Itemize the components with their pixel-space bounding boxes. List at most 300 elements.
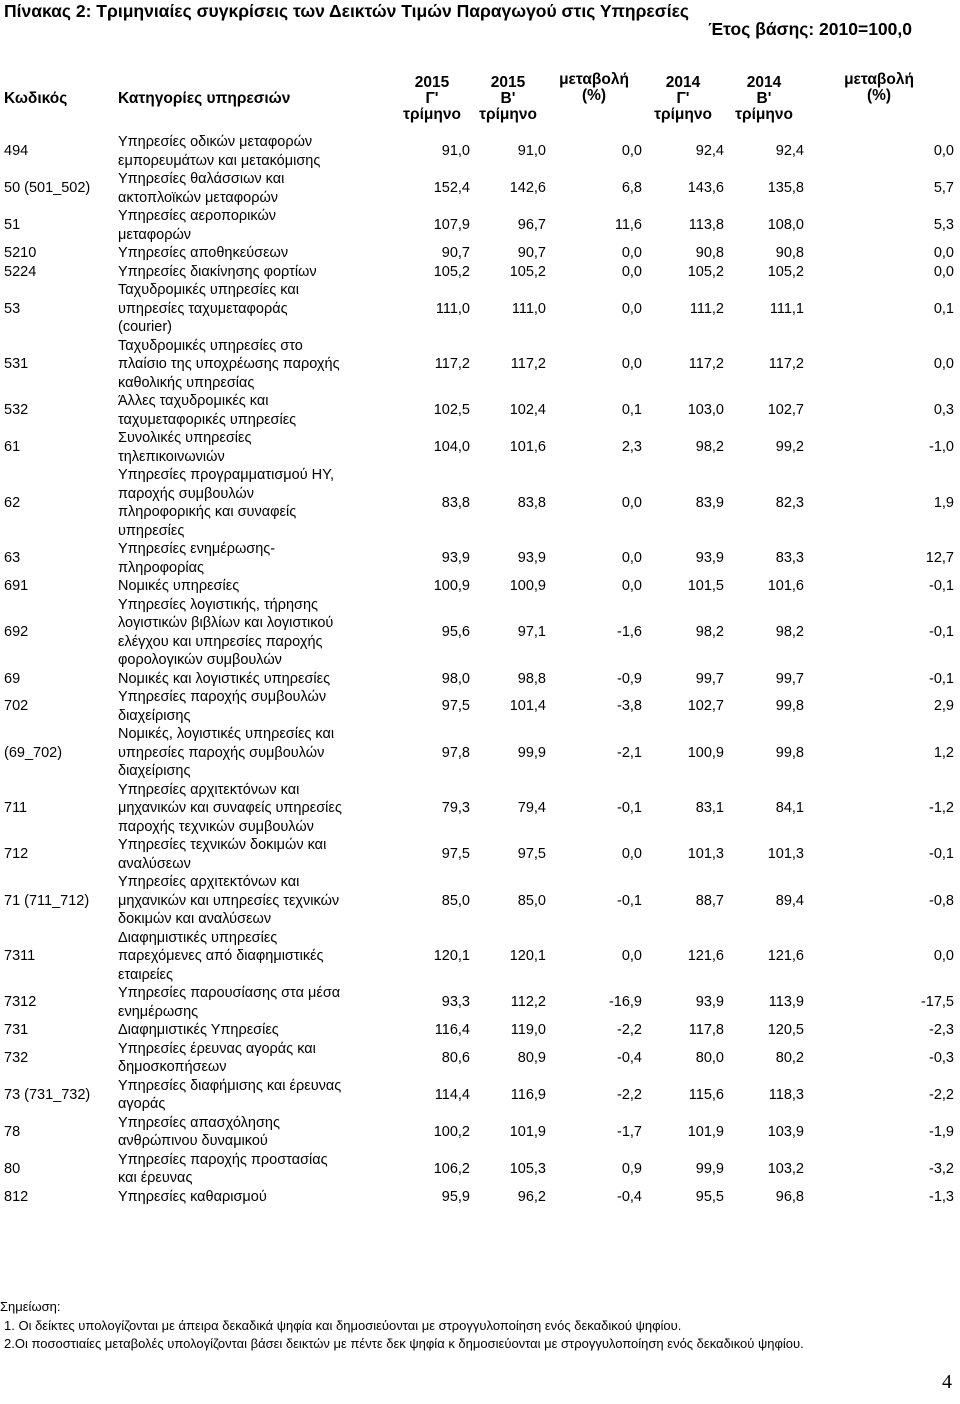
value-2015-q3: 111,0 [435, 300, 470, 317]
row-category [118, 337, 394, 393]
value-2015-q2: 105,3 [509, 1160, 546, 1177]
row-code: 63 [4, 550, 21, 567]
category-line: ταχυμεταφορικές υπηρεσίες [118, 411, 297, 428]
value-2015-q2: 112,2 [510, 994, 546, 1011]
header-line: τρίμηνο [654, 105, 712, 123]
header-line: τρίμηνο [735, 105, 793, 123]
table-row [4, 670, 954, 689]
change-2015: -0,4 [617, 1049, 642, 1066]
table-row [4, 466, 954, 540]
row-category [118, 596, 394, 670]
value-2014-q3: 111,2 [689, 300, 724, 317]
row-category [118, 392, 394, 429]
value-2014-q3: 115,6 [688, 1086, 724, 1103]
value-2015-q3: 90,7 [441, 245, 470, 261]
value-2014-q2: 117,2 [768, 356, 804, 372]
value-2015-q3: 97,5 [441, 698, 470, 715]
category-line: Υπηρεσίες θαλάσσιων και [118, 171, 285, 187]
value-2015-q2: 96,2 [517, 1188, 546, 1205]
row-code: 61 [4, 439, 21, 456]
table-row [4, 1021, 954, 1040]
header-code: Κωδικός [4, 89, 68, 107]
row-code: (69_702) [4, 744, 63, 761]
table-row [4, 244, 954, 263]
table-row [4, 781, 954, 837]
value-2014-q2: 103,2 [767, 1160, 804, 1177]
table-row [4, 1114, 954, 1151]
row-category [118, 1077, 394, 1114]
row-code: 692 [4, 624, 29, 641]
note-1: 1. Οι δείκτες υπολογίζονται με άπειρα δεκαδικά ψηφία και δημοσιεύονται με στρογγυλοποίηση ενός δεκαδικού ψηφίου. [4, 1317, 682, 1333]
row-category [118, 1040, 394, 1077]
category-line: υπηρεσίες ταχυμεταφοράς [118, 300, 288, 317]
row-code: 531 [4, 356, 29, 372]
value-2014-q2: 92,4 [775, 143, 804, 160]
category-line: διαχείρισης [118, 707, 191, 724]
value-2015-q3: 107,9 [433, 217, 470, 234]
change-2014: -0,8 [929, 892, 954, 909]
category-line: Υπηρεσίες απασχόλησης [118, 1114, 280, 1131]
change-2014: -1,3 [929, 1188, 954, 1205]
value-2014-q3: 105,2 [687, 263, 724, 280]
row-category [118, 540, 394, 577]
value-2014-q2: 99,2 [775, 439, 804, 456]
value-2015-q2: 99,9 [517, 744, 546, 761]
header-row [4, 64, 954, 133]
category-line: Υπηρεσίες αρχιτεκτόνων και [118, 781, 300, 798]
value-2015-q2: 101,6 [509, 439, 546, 456]
value-2015-q2: 97,5 [517, 846, 546, 863]
value-2015-q3: 152,4 [433, 180, 470, 197]
change-2015: -2,1 [617, 744, 642, 761]
category-line: μεταφορών [118, 226, 192, 243]
row-code: 7312 [4, 994, 37, 1011]
row-category [118, 133, 394, 170]
value-2015-q3: 116,4 [434, 1022, 470, 1038]
value-2014-q3: 93,9 [695, 994, 724, 1011]
value-2015-q2: 93,9 [517, 550, 546, 567]
value-2014-q3: 143,6 [687, 180, 724, 197]
row-code: 50 (501_502) [4, 180, 91, 197]
category-line: παρεχόμενες από διαφημιστικές [118, 948, 324, 964]
category-line: Συνολικές υπηρεσίες [118, 430, 252, 446]
row-code: 73 (731_732) [4, 1086, 91, 1103]
table-row [4, 984, 954, 1021]
value-2015-q3: 97,5 [441, 846, 470, 863]
table-row [4, 337, 954, 393]
category-line: Υπηρεσίες παροχής συμβουλών [118, 689, 327, 705]
category-line: ακτοπλοϊκών μεταφορών [118, 189, 279, 206]
change-2015: -1,7 [617, 1123, 642, 1140]
table-row [4, 1188, 954, 1207]
value-2014-q2: 118,3 [768, 1086, 804, 1103]
value-2015-q3: 95,6 [441, 624, 470, 641]
change-2014: -0,3 [929, 1049, 954, 1066]
value-2015-q2: 101,4 [509, 698, 546, 715]
header-2014-q2 [724, 64, 804, 133]
row-category [118, 263, 394, 282]
value-2015-q2: 111,0 [511, 300, 546, 317]
table-row [4, 929, 954, 985]
category-line: ενημέρωσης [118, 1003, 199, 1020]
value-2014-q3: 121,6 [687, 948, 724, 964]
value-2015-q2: 101,9 [509, 1123, 546, 1140]
row-code: 712 [4, 846, 29, 863]
category-line: ελέγχου και υπηρεσίες παροχής [118, 633, 323, 650]
value-2014-q3: 117,2 [688, 356, 724, 372]
row-category [118, 281, 394, 337]
category-line: δοκιμών και αναλύσεων [118, 911, 272, 927]
category-line: Νομικές υπηρεσίες [118, 578, 240, 594]
value-2014-q3: 98,2 [695, 439, 724, 456]
category-line: λογιστικών βιβλίων και λογιστικού [118, 615, 334, 631]
change-2014: 0,0 [933, 263, 954, 280]
category-line: τηλεπικοινωνιών [118, 448, 225, 465]
category-line: Υπηρεσίες αρχιτεκτόνων και [118, 874, 300, 890]
change-2015: 0,0 [621, 300, 642, 317]
category-line: μηχανικών και συναφείς υπηρεσίες [118, 800, 342, 816]
category-line: αγοράς [118, 1096, 166, 1112]
value-2015-q2: 79,4 [517, 800, 546, 816]
value-2014-q3: 83,9 [695, 494, 724, 511]
value-2014-q2: 82,3 [775, 494, 804, 511]
header-line: μεταβολή [559, 71, 629, 88]
value-2015-q2: 119,0 [510, 1022, 546, 1038]
table-row [4, 1077, 954, 1114]
category-line: Υπηρεσίες ενημέρωσης- [118, 541, 276, 557]
value-2015-q3: 105,2 [433, 263, 470, 280]
value-2014-q3: 101,5 [687, 578, 724, 594]
value-2014-q3: 101,3 [687, 846, 724, 863]
row-category [118, 577, 394, 596]
table-row [4, 1151, 954, 1188]
table-row [4, 133, 954, 170]
value-2015-q2: 142,6 [509, 180, 546, 197]
value-2014-q2: 101,3 [767, 846, 804, 863]
category-line: καθολικής υπηρεσίας [118, 374, 255, 391]
category-line: Υπηρεσίες τεχνικών δοκιμών και [118, 837, 327, 853]
value-2015-q2: 105,2 [509, 263, 546, 280]
value-2014-q3: 99,7 [695, 670, 724, 687]
category-line: Διαφημιστικές υπηρεσίες [118, 929, 278, 946]
header-line: τρίμηνο [479, 105, 537, 123]
value-2015-q3: 98,0 [441, 670, 470, 687]
value-2014-q3: 102,7 [687, 698, 724, 715]
header-line: Γ' [425, 89, 439, 107]
category-line: (courier) [118, 319, 172, 335]
row-code: 532 [4, 402, 29, 419]
table-row [4, 725, 954, 781]
value-2015-q2: 83,8 [517, 494, 546, 511]
row-category [118, 1188, 394, 1207]
header-change-2015 [546, 64, 642, 133]
change-2015: 0,0 [621, 494, 642, 511]
value-2014-q2: 99,7 [775, 670, 804, 687]
value-2014-q2: 90,8 [775, 245, 804, 261]
change-2015: 0,0 [621, 948, 642, 964]
value-2014-q2: 83,3 [775, 550, 804, 567]
row-category [118, 670, 394, 689]
value-2015-q2: 85,0 [517, 892, 546, 909]
row-category [118, 244, 394, 263]
table-row [4, 392, 954, 429]
category-line: Υπηρεσίες λογιστικής, τήρησης [118, 596, 319, 613]
change-2014: -2,3 [929, 1022, 954, 1038]
change-2014: 0,1 [933, 300, 954, 317]
change-2014: 2,9 [933, 698, 954, 715]
category-line: πληροφορίας [118, 559, 204, 576]
header-category: Κατηγορίες υπηρεσιών [118, 89, 291, 107]
category-line: εταιρείες [118, 966, 173, 983]
category-line: δημοσκοπήσεων [118, 1059, 227, 1075]
header-line: (%) [581, 87, 607, 104]
row-category [118, 1151, 394, 1188]
value-2014-q3: 90,8 [695, 245, 724, 261]
header-line: Β' [756, 89, 772, 107]
header-line: 2014 [665, 73, 701, 91]
value-2014-q3: 103,0 [687, 402, 724, 419]
change-2015: 6,8 [621, 180, 642, 197]
row-code: 5210 [4, 245, 37, 261]
value-2015-q2: 100,9 [509, 578, 546, 594]
value-2015-q3: 114,4 [434, 1086, 470, 1103]
change-2015: 0,0 [621, 143, 642, 160]
category-line: Υπηρεσίες οδικών μεταφορών [118, 134, 313, 150]
row-code: 812 [4, 1188, 29, 1205]
notes-heading: Σημείωση: [0, 1299, 61, 1314]
value-2014-q2: 89,4 [775, 892, 804, 909]
value-2015-q2: 96,7 [517, 217, 546, 234]
table-row [4, 429, 954, 466]
row-category [118, 207, 394, 244]
change-2015: 0,9 [621, 1160, 642, 1177]
table-row [4, 540, 954, 577]
row-category [118, 1114, 394, 1151]
header-2015-q3 [394, 64, 470, 133]
row-code: 7311 [4, 948, 36, 964]
category-line: Υπηρεσίες καθαρισμού [118, 1188, 267, 1205]
value-2015-q2: 97,1 [517, 624, 546, 641]
row-code: 53 [4, 300, 21, 317]
change-2014: 0,0 [933, 143, 954, 160]
value-2015-q3: 120,1 [433, 948, 470, 964]
category-line: Ταχυδρομικές υπηρεσίες και [118, 282, 299, 298]
header-line: Γ' [676, 89, 690, 107]
value-2015-q2: 91,0 [517, 143, 546, 160]
row-code: 78 [4, 1123, 21, 1140]
value-2014-q3: 93,9 [695, 550, 724, 567]
table-row [4, 836, 954, 873]
change-2015: -3,8 [617, 698, 642, 715]
value-2015-q2: 120,1 [509, 948, 546, 964]
header-line: τρίμηνο [403, 105, 461, 123]
change-2014: 0,0 [933, 245, 954, 261]
value-2015-q3: 106,2 [433, 1160, 470, 1177]
change-2015: -0,4 [617, 1188, 642, 1205]
value-2014-q3: 101,9 [687, 1123, 724, 1140]
category-line: Διαφημιστικές Υπηρεσίες [118, 1022, 279, 1038]
change-2014: 5,7 [933, 180, 954, 197]
value-2015-q3: 80,6 [441, 1049, 470, 1066]
change-2015: 0,0 [621, 550, 642, 567]
row-code: 732 [4, 1049, 29, 1066]
row-code: 702 [4, 698, 29, 715]
table-title: Πίνακας 2: Τριμηνιαίες συγκρίσεις των Δεικτών Τιμών Παραγωγού στις Υπηρεσίες [4, 1, 689, 21]
category-line: Νομικές και λογιστικές υπηρεσίες [118, 670, 331, 687]
table-row [4, 170, 954, 207]
change-2014: -1,9 [929, 1123, 954, 1140]
change-2015: -0,1 [617, 892, 642, 909]
value-2015-q2: 117,2 [510, 356, 546, 372]
value-2014-q3: 98,2 [695, 624, 724, 641]
row-category [118, 873, 394, 929]
table-row [4, 596, 954, 670]
row-code: 494 [4, 143, 29, 160]
change-2015: 0,0 [621, 263, 642, 280]
change-2015: 2,3 [621, 439, 642, 456]
value-2015-q3: 93,9 [441, 550, 470, 567]
table-row [4, 577, 954, 596]
header-line: (%) [866, 87, 892, 104]
value-2014-q3: 95,5 [695, 1188, 724, 1205]
change-2014: 12,7 [925, 550, 954, 567]
change-2014: 1,9 [933, 494, 954, 511]
value-2015-q3: 79,3 [441, 800, 470, 816]
value-2014-q2: 99,8 [775, 744, 804, 761]
row-category [118, 1021, 394, 1040]
value-2014-q2: 102,7 [767, 402, 804, 419]
table-row [4, 873, 954, 929]
category-line: πλαίσιο της υποχρέωσης παροχής [118, 356, 340, 372]
value-2015-q3: 100,9 [433, 578, 470, 594]
row-category [118, 429, 394, 466]
value-2014-q3: 83,1 [695, 800, 724, 816]
value-2014-q2: 98,2 [775, 624, 804, 641]
category-line: Υπηρεσίες διαφήμισης και έρευνας [118, 1077, 342, 1094]
change-2014: -3,2 [929, 1160, 954, 1177]
value-2014-q2: 111,1 [769, 300, 804, 317]
row-category [118, 725, 394, 781]
table-row [4, 1040, 954, 1077]
notes [0, 1298, 804, 1354]
category-line: Νομικές, λογιστικές υπηρεσίες και [118, 726, 335, 742]
header-line: 2015 [490, 73, 526, 91]
change-2015: -16,9 [608, 994, 642, 1011]
base-year-subtitle: Έτος βάσης: 2010=100,0 [708, 19, 912, 39]
value-2014-q2: 99,8 [775, 698, 804, 715]
row-code: 71 (711_712) [4, 892, 90, 909]
category-line: ανθρώπινου δυναμικού [118, 1133, 268, 1149]
row-category [118, 929, 394, 985]
category-line: Υπηρεσίες έρευνας αγοράς και [118, 1040, 316, 1057]
category-line: παροχής τεχνικών συμβουλών [118, 818, 314, 835]
change-2014: -0,1 [929, 670, 954, 687]
value-2014-q2: 120,5 [767, 1022, 804, 1038]
table-row [4, 263, 954, 282]
category-line: Υπηρεσίες προγραμματισμού ΗΥ, [118, 467, 334, 483]
header-line: 2015 [414, 73, 450, 91]
change-2015: -2,2 [617, 1022, 642, 1038]
value-2015-q2: 90,7 [517, 245, 546, 261]
change-2015: -2,2 [617, 1086, 642, 1103]
ppi-services-table [4, 64, 954, 1206]
header-line: μεταβολή [844, 71, 914, 88]
value-2015-q3: 91,0 [441, 143, 470, 160]
row-code: 80 [4, 1160, 21, 1177]
value-2015-q2: 80,9 [517, 1049, 546, 1066]
value-2014-q3: 117,8 [688, 1022, 724, 1038]
value-2014-q3: 88,7 [695, 892, 724, 909]
header-line: 2014 [746, 73, 782, 91]
category-line: φορολογικών συμβουλών [118, 652, 282, 668]
header-2014-q3 [642, 64, 724, 133]
value-2014-q3: 99,9 [695, 1160, 724, 1177]
header-2015-q2 [470, 64, 546, 133]
value-2014-q2: 108,0 [767, 217, 804, 234]
change-2014: -1,0 [929, 439, 954, 456]
value-2015-q3: 85,0 [441, 892, 470, 909]
row-category [118, 984, 394, 1021]
value-2015-q3: 104,0 [433, 439, 470, 456]
change-2015: 0,0 [621, 846, 642, 863]
category-line: παροχής συμβουλών [118, 485, 254, 502]
value-2015-q2: 98,8 [517, 670, 546, 687]
change-2014: 0,0 [933, 356, 954, 372]
change-2014: 5,3 [933, 217, 954, 234]
value-2015-q3: 97,8 [441, 744, 470, 761]
page-number: 4 [942, 1371, 952, 1393]
value-2014-q2: 84,1 [775, 800, 804, 816]
change-2014: -0,1 [929, 578, 954, 594]
value-2014-q2: 103,9 [767, 1123, 804, 1140]
change-2015: 0,0 [621, 245, 642, 261]
change-2014: -17,5 [920, 994, 954, 1011]
change-2014: 0,3 [933, 402, 954, 419]
change-2014: -0,1 [929, 846, 954, 863]
category-line: Υπηρεσίες αεροπορικών [118, 208, 277, 224]
change-2014: -1,2 [929, 800, 954, 816]
category-line: Υπηρεσίες διακίνησης φορτίων [118, 263, 317, 280]
table-row [4, 281, 954, 337]
change-2015: 0,1 [621, 402, 642, 419]
change-2015: 11,6 [614, 217, 642, 234]
value-2014-q2: 80,2 [775, 1049, 804, 1066]
row-code: 691 [4, 578, 29, 594]
value-2015-q3: 100,2 [433, 1123, 470, 1140]
change-2015: -0,9 [617, 670, 642, 687]
category-line: εμπορευμάτων και μετακόμισης [118, 152, 321, 169]
row-code: 5224 [4, 263, 37, 280]
category-line: Ταχυδρομικές υπηρεσίες στο [118, 337, 303, 354]
category-line: πληροφορικής και συναφείς [118, 504, 297, 520]
value-2014-q2: 135,8 [767, 180, 804, 197]
row-code: 69 [4, 670, 21, 687]
value-2014-q3: 92,4 [695, 143, 724, 160]
row-code: 731 [4, 1022, 29, 1038]
row-code: 62 [4, 494, 21, 511]
change-2015: -1,6 [617, 624, 642, 641]
header-change-2014 [804, 64, 954, 133]
value-2015-q3: 102,5 [433, 402, 470, 419]
change-2014: -0,1 [929, 624, 954, 641]
value-2015-q3: 93,3 [441, 994, 470, 1011]
category-line: υπηρεσίες παροχής συμβουλών [118, 744, 325, 761]
value-2015-q2: 102,4 [509, 402, 546, 419]
row-code: 51 [4, 217, 21, 234]
note-2: 2.Οι ποσοστιαίες μεταβολές υπολογίζονται βάσει δεικτών με πέντε δεκ ψηφία κ δημοσιεύονται με στρογγυλοποίηση ενός δεκαδικού ψηφίου. [4, 1336, 804, 1351]
category-line: και έρευνας [118, 1170, 193, 1186]
value-2014-q3: 80,0 [695, 1049, 724, 1066]
